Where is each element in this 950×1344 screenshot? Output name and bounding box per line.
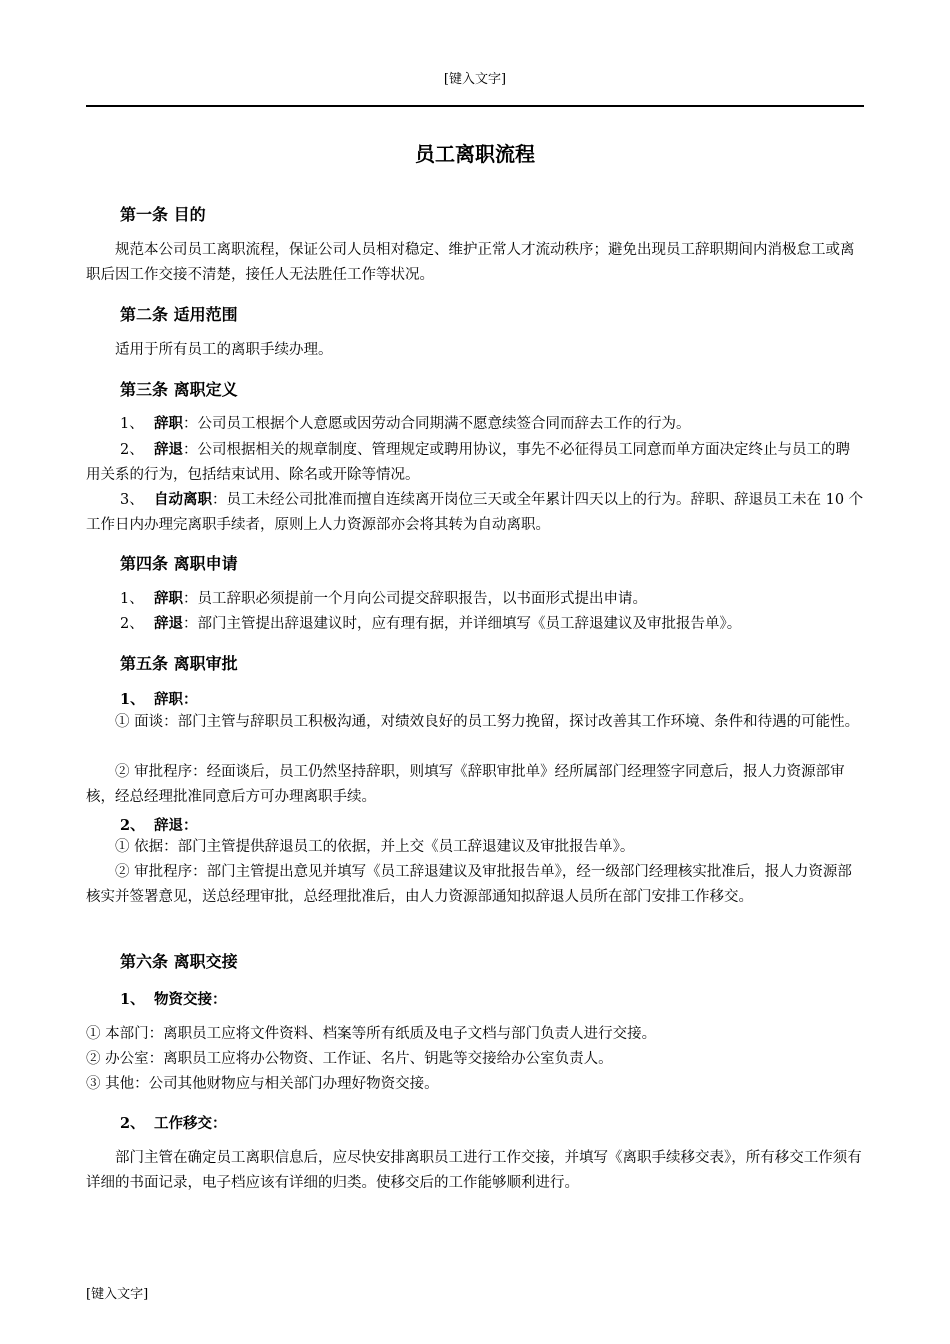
- definition-self-leave: [86, 487, 864, 538]
- sub-label: 辞职：: [154, 691, 198, 708]
- document-title: 员工离职流程: [415, 142, 535, 166]
- approval-dismiss-label: [120, 814, 198, 835]
- list-number: 2、: [120, 442, 144, 458]
- definition-text: ：公司根据相关的规章制度、管理规定或聘用协议，事先不必征得员工同意而单方面决定终止与员工的聘用关系的行为，包括结束试用、除名或开除等情况。: [86, 442, 850, 483]
- application-resign: [120, 586, 647, 612]
- list-number: 2、: [120, 817, 145, 834]
- handover-work-label: [120, 1112, 227, 1133]
- page-header: [键入文字]: [443, 72, 507, 87]
- definition-dismiss: [86, 437, 864, 488]
- definition-term: 辞职: [154, 415, 183, 432]
- handover-department: ① 本部门：离职员工应将文件资料、档案等所有纸质及电子文档与部门负责人进行交接。: [86, 1026, 657, 1042]
- handover-office: ② 办公室：离职员工应将办公物资、工作证、名片、钥匙等交接给办公室负责人。: [86, 1051, 613, 1067]
- article-3-heading: 第三条 离职定义: [120, 380, 238, 399]
- definition-term: 辞退: [154, 441, 183, 458]
- list-number: 1、: [120, 416, 144, 432]
- application-term: 辞退: [154, 615, 183, 632]
- application-text: ：部门主管提出辞退建议时，应有理有据，并详细填写《员工辞退建议及审批报告单》。: [183, 616, 742, 632]
- handover-work-body: 部门主管在确定员工离职信息后，应尽快安排离职员工进行工作交接，并填写《离职手续移交表》，所有移交工作须有详细的书面记录，电子档应该有详细的归类。使移交后的工作能够顺利进行。: [86, 1150, 862, 1191]
- article-4-heading: 第四条 离职申请: [120, 554, 238, 573]
- definition-text: ：公司员工根据个人意愿或因劳动合同期满不愿意续签合同而辞去工作的行为。: [183, 416, 691, 432]
- article-1-heading: 第一条 目的: [120, 205, 206, 224]
- approval-dismiss-procedure: ② 审批程序：部门主管提出意见并填写《员工辞退建议及审批报告单》，经一级部门经理核实批准后，报人力资源部核实并签署意见，送总经理审批，总经理批准后，由人力资源部通知拟辞退人员所在部门安排工作移交。: [86, 864, 852, 905]
- article-1-body: 规范本公司员工离职流程，保证公司人员相对稳定、维护正常人才流动秩序；避免出现员工辞职期间内消极怠工或离职后因工作交接不清楚，接任人无法胜任工作等状况。: [86, 242, 855, 283]
- application-term: 辞职: [154, 590, 183, 607]
- definition-resign: [120, 411, 691, 437]
- approval-resign-interview: ① 面谈：部门主管与辞职员工积极沟通，对绩效良好的员工努力挽留，探讨改善其工作环境、条件和待遇的可能性。: [115, 714, 860, 730]
- list-number: 1、: [120, 591, 144, 607]
- application-text: ：员工辞职必须提前一个月向公司提交辞职报告，以书面形式提出申请。: [183, 591, 647, 607]
- sub-label: 辞退：: [154, 817, 198, 834]
- list-number: 3、: [120, 492, 144, 508]
- page-footer: [键入文字]: [86, 1287, 149, 1302]
- handover-other: ③ 其他：公司其他财物应与相关部门办理好物资交接。: [86, 1076, 439, 1092]
- list-number: 1、: [120, 691, 145, 708]
- application-dismiss: [120, 611, 741, 637]
- list-number: 1、: [120, 991, 145, 1008]
- sub-label: 工作移交：: [154, 1115, 227, 1132]
- article-2-heading: 第二条 适用范围: [120, 305, 238, 324]
- article-5-heading: 第五条 离职审批: [120, 654, 238, 673]
- header-divider: [86, 105, 864, 107]
- article-6-heading: 第六条 离职交接: [120, 952, 238, 971]
- list-number: 2、: [120, 1115, 145, 1132]
- definition-text: ：员工未经公司批准而擅自连续离开岗位三天或全年累计四天以上的行为。辞职、辞退员工未在 10 个工作日内办理完离职手续者，原则上人力资源部亦会将其转为自动离职。: [86, 492, 864, 533]
- approval-resign-procedure: ② 审批程序：经面谈后，员工仍然坚持辞职，则填写《辞职审批单》经所属部门经理签字同意后，报人力资源部审核，经总经理批准同意后方可办理离职手续。: [86, 764, 845, 805]
- sub-label: 物资交接：: [154, 991, 227, 1008]
- approval-dismiss-basis: ① 依据：部门主管提供辞退员工的依据，并上交《员工辞退建议及审批报告单》。: [115, 839, 635, 855]
- list-number: 2、: [120, 616, 144, 632]
- definition-term: 自动离职: [154, 491, 212, 508]
- handover-assets-label: [120, 988, 227, 1009]
- article-2-body: 适用于所有员工的离职手续办理。: [115, 342, 333, 358]
- approval-resign-label: [120, 688, 198, 709]
